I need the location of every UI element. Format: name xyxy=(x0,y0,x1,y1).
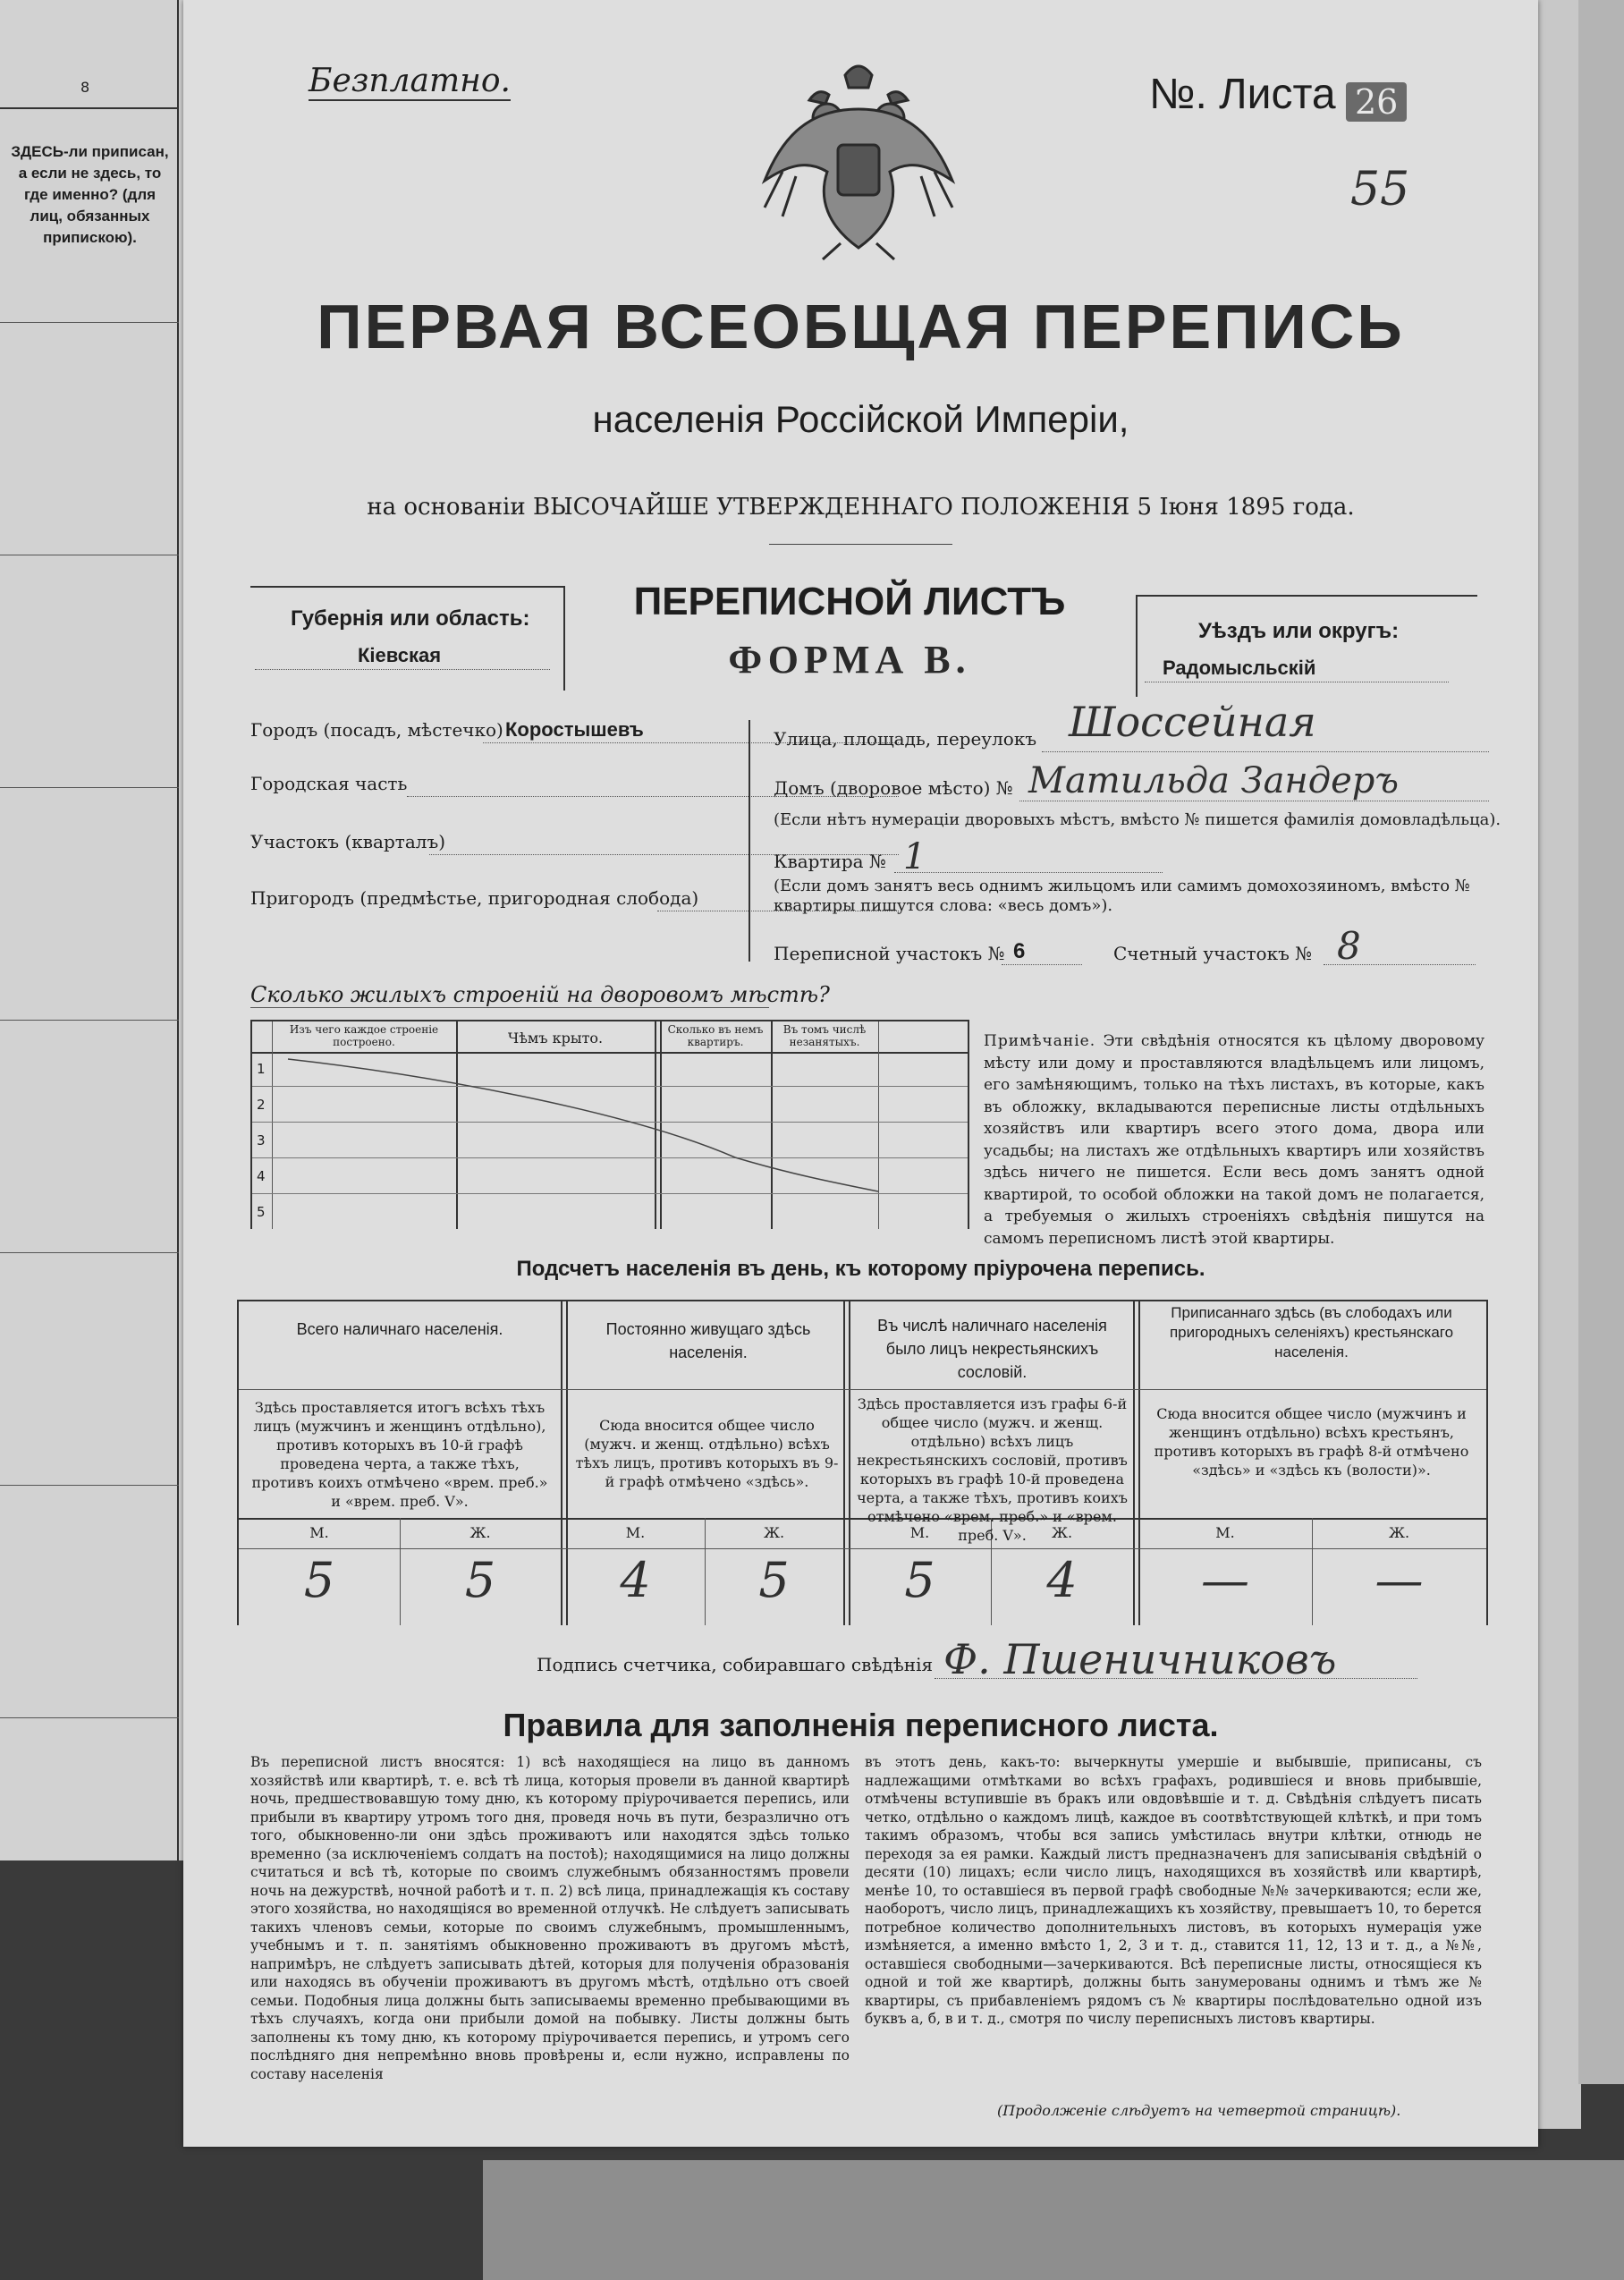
note-heading: Примѣчаніе. xyxy=(984,1032,1096,1050)
census-sheet xyxy=(183,0,1538,2147)
buildings-row-5: 5 xyxy=(257,1204,266,1220)
buildings-col2: Чѣмъ крыто. xyxy=(507,1030,604,1047)
tally-m-label-1: М. xyxy=(309,1524,329,1541)
form-title: ФОРМА В. xyxy=(728,638,971,682)
census-section-value[interactable]: 6 xyxy=(1013,939,1026,963)
tally-col2-header: Постоянно живущаго здѣсь населенія. xyxy=(605,1320,811,1361)
bottom-edge xyxy=(483,2160,1624,2280)
city-label: Городъ (посадъ, мѣстечко) xyxy=(250,719,503,741)
tally-col3-header: Въ числѣ наличнаго населенія было лицъ некрестьянскихъ сословій. xyxy=(877,1317,1107,1381)
tally-col3-desc: Здѣсь проставляется изъ графы 6-й общее число (мужч. и женщ. отдѣльно) всѣхъ лицъ некрестьянскихъ сословій, противъ которыхъ въ графѣ 10-й проведена черта, а также тѣхъ, противъ коихъ отмѣчено «врем. преб.» и «врем. преб. V». xyxy=(857,1395,1128,1544)
tally-f-label-1: Ж. xyxy=(469,1524,491,1541)
city-value[interactable]: Коростышевъ xyxy=(505,718,644,741)
tally-col2-male[interactable]: 4 xyxy=(620,1552,651,1608)
sheet-number-value: 26 xyxy=(1346,82,1407,122)
buildings-row-2: 2 xyxy=(257,1097,266,1113)
rules-title: Правила для заполненія переписного листа. xyxy=(503,1707,1219,1743)
house-note: (Если нѣтъ нумераціи дворовыхъ мѣстъ, вмѣсто № пишется фамилія домовладѣльца). xyxy=(774,810,1501,829)
buildings-row-3: 3 xyxy=(257,1132,266,1148)
buildings-table xyxy=(250,1020,969,1229)
tally-f-label-3: Ж. xyxy=(1051,1524,1073,1541)
sheet-title: ПЕРЕПИСНОЙ ЛИСТЪ xyxy=(633,580,1066,623)
uezd-value[interactable]: Радомысльскій xyxy=(1163,657,1316,679)
count-section-label: Счетный участокъ № xyxy=(1113,943,1313,964)
tally-col3-male[interactable]: 5 xyxy=(904,1552,935,1608)
archive-number: 55 xyxy=(1350,163,1410,216)
buildings-col4: Въ томъ числѣ незанятыхъ. xyxy=(782,1023,867,1048)
tally-col1-desc: Здѣсь проставляется итогъ всѣхъ тѣхъ лицъ (мужчинъ и женщинъ отдѣльно), противъ которыхъ въ 10-й графѣ проведена черта, а также тѣхъ, противъ коихъ отмѣчено «врем. преб.» и «врем. преб. V». xyxy=(251,1399,548,1510)
buildings-col3: Сколько въ немъ квартиръ. xyxy=(667,1023,764,1048)
signature-value[interactable]: Ф. Пшеничниковъ xyxy=(943,1635,1337,1683)
apartment-note: (Если домъ занятъ весь однимъ жильцомъ или самимъ домохозяиномъ, вмѣсто № квартиры пишутся слова: «весь домъ»). xyxy=(774,877,1470,915)
double-headed-eagle-emblem xyxy=(756,55,961,261)
gubernia-label: Губернія или область: xyxy=(291,606,530,631)
rules-left: Въ переписной листъ вносятся: 1) всѣ находящіеся на лицо въ данномъ хозяйствѣ или квартирѣ, т. е. всѣ тѣ лица, которыя провели въ данной квартирѣ ночь, предшествовавшую тому дню, къ которому пріурочивается перепись, или прибыли въ квартиру утромъ того дня, проведя ночь въ пути, безразлично отъ того, обыкновенно-ли они здѣсь проживаютъ или находятся здѣсь только временно (за исключеніемъ солдатъ на постоѣ); находящимися на лицо должны считаться и всѣ тѣ, которые по своимъ служебнымъ обязанностямъ провели ночь на дежурствѣ, ночной работѣ и т. п. 2) всѣ лица, принадлежащія къ составу этого хозяйства, но находящіяся во временной отлучкѣ. Не слѣдуетъ записывать такихъ членовъ семьи, которые по своимъ служебнымъ, промышленнымъ, учебнымъ и т. п. занятіямъ обыкновенно проживаютъ въ другомъ мѣстѣ, напримѣръ, не слѣдуетъ записывать дѣтей, которыя для полученія образованія или находясь въ обученіи проживаютъ въ другомъ мѣстѣ, отдѣльно отъ своей семьи. Подобныя лица должны быть записываемы временно пребывающими въ тѣхъ случаяхъ, когда они прибыли домой на побывку. Листы должны быть заполнены къ тому дню, къ которому пріурочивается перепись, и утромъ сего послѣдняго дня непремѣнно вновь провѣрены и, если нужно, исправлены по составу населенія xyxy=(250,1754,850,2082)
house-label: Домъ (дворовое мѣсто) № xyxy=(774,777,1013,799)
buildings-row-1: 1 xyxy=(257,1061,266,1077)
sheet-number-label: №. Листа xyxy=(1149,71,1336,118)
census-section-label: Переписной участокъ № xyxy=(774,943,1005,964)
left-column-number: 8 xyxy=(80,79,90,96)
buildings-row-4: 4 xyxy=(257,1168,266,1184)
page-edge-2 xyxy=(1578,0,1624,2084)
tally-col2-female[interactable]: 5 xyxy=(758,1552,790,1608)
uezd-label: Уѣздъ или округъ: xyxy=(1198,619,1400,643)
apartment-value[interactable]: 1 xyxy=(903,836,926,877)
signature-label: Подпись счетчика, собиравшаго свѣдѣнія xyxy=(537,1654,934,1675)
suburb-label: Пригородъ (предмѣстье, пригородная слобода) xyxy=(250,887,699,909)
apartment-label: Квартира № xyxy=(774,851,886,872)
left-question: ЗДЕСЬ-ли приписан, а если не здесь, то где именно? (для лиц, обязанных припискою). xyxy=(11,143,169,246)
gubernia-value[interactable]: Кіевская xyxy=(358,644,442,666)
previous-page xyxy=(0,0,188,1860)
tally-title: Подсчетъ населенія въ день, къ которому пріурочена перепись. xyxy=(516,1257,1205,1281)
tally-m-label-3: М. xyxy=(909,1524,930,1541)
tally-m-label-4: М. xyxy=(1215,1524,1235,1541)
subtitle: населенія Россійской Имперіи, xyxy=(592,398,1129,440)
tally-f-label-4: Ж. xyxy=(1388,1524,1410,1541)
street-value[interactable]: Шоссейная xyxy=(1069,698,1316,746)
tally-col1-header: Всего наличнаго населенія. xyxy=(296,1320,503,1338)
tally-col1-female[interactable]: 5 xyxy=(464,1552,496,1608)
tally-col3-female[interactable]: 4 xyxy=(1046,1552,1078,1608)
legal-basis: на основаніи ВЫСОЧАЙШЕ УТВЕРЖДЕННАГО ПОЛОЖЕНІЯ 5 Іюня 1895 года. xyxy=(367,494,1355,521)
tally-col4-male[interactable]: — xyxy=(1201,1552,1249,1608)
buildings-note xyxy=(984,1030,1484,1250)
tally-col4-header: Приписаннаго здѣсь (въ слободахъ или пригородныхъ селеніяхъ) крестьянскаго населенія. xyxy=(1169,1304,1454,1360)
tally-col4-female[interactable]: — xyxy=(1374,1552,1424,1608)
tally-col2-desc: Сюда вносится общее число (мужч. и женщ. отдѣльно) всѣхъ тѣхъ лицъ, противъ которыхъ въ 9-й графѣ отмѣчено «здѣсь». xyxy=(575,1417,839,1490)
main-title: ПЕРВАЯ ВСЕОБЩАЯ ПЕРЕПИСЬ xyxy=(317,292,1405,361)
strike-through-line xyxy=(252,1021,968,1229)
tally-col4-desc: Сюда вносится общее число (мужчинъ и женщинъ отдѣльно) всѣхъ крестьянъ, противъ которыхъ въ графѣ 8-й отмѣчено «здѣсь» и «здѣсь къ (волости)». xyxy=(1154,1405,1469,1479)
rules-continuation: (Продолженіе слѣдуетъ на четвертой страницѣ). xyxy=(997,2102,1401,2119)
note-text: Эти свѣдѣнія относятся къ цѣлому дворовому мѣсту или дому и проставляются владѣльцемъ или лицомъ, его замѣняющимъ, только на тѣхъ листахъ, въ которые, какъ въ обложку, вкладываются переписные листы отдѣльныхъ хозяйствъ или квартиръ всего этого дома, двора или усадьбы; на листахъ же отдѣльныхъ квартиръ или хозяйствъ здѣсь ничего не пишется. Если весь домъ занятъ одной квартирой, то особой обложки на такой домъ не полагается, а требуемыя о жилыхъ строеніяхъ свѣдѣнія пишутся на самомъ переписномъ листѣ этой квартиры. xyxy=(984,1032,1484,1248)
tally-m-label-2: М. xyxy=(625,1524,646,1541)
tally-table xyxy=(237,1300,1488,1625)
buildings-question: Сколько жилыхъ строеній на дворовомъ мѣстѣ? xyxy=(250,982,830,1007)
page-edge-1 xyxy=(1536,0,1581,2129)
street-label: Улица, площадь, переулокъ xyxy=(774,728,1037,750)
buildings-col1: Изъ чего каждое строеніе построено. xyxy=(289,1023,439,1048)
house-value[interactable]: Матильда Зандеръ xyxy=(1028,760,1400,801)
tally-f-label-2: Ж. xyxy=(763,1524,785,1541)
gubernia-box xyxy=(250,586,565,691)
tally-col1-male[interactable]: 5 xyxy=(303,1552,335,1608)
precinct-label: Участокъ (кварталъ) xyxy=(250,831,445,852)
free-label: Безплатно. xyxy=(309,63,511,99)
district-label: Городская часть xyxy=(250,773,408,794)
count-section-value[interactable]: 8 xyxy=(1337,924,1361,968)
rules-right: въ этотъ день, какъ-то: вычеркнуты умершіе и выбывшіе, приписаны, съ надлежащими отмѣтками во всѣхъ графахъ, родившіеся и вновь прибывшіе, отмѣчены вступившіе въ бракъ или овдовѣвшіе и т. д. Свѣдѣнія слѣдуетъ писать четко, отдѣльно о каждомъ лицѣ, каждое въ соотвѣтствующей клѣткѣ, и при томъ такимъ образомъ, чтобы вся запись умѣстилась внутри клѣтки, отнюдь не переходя за ея рамки. Каждый листъ предназначенъ для записыванія свѣдѣній о десяти (10) лицахъ; если число лицъ, находящихся въ хозяйствѣ или квартирѣ, менѣе 10, то оставшіеся въ первой графѣ свободные №№ зачеркиваются; если же, наоборотъ, число лицъ, принадлежащихъ къ хозяйству, превышаетъ 10, то берется потребное количество дополнительныхъ листовъ, въ которыхъ нумерація уже измѣняется, а именно вмѣсто 1, 2, 3 и т. д., ставится 11, 12, 13 и т. д., а №№, оставшіеся свободными—зачеркиваются. Всѣ переписные листы, относящіеся къ одной и той же квартирѣ, должны быть занумерованы однимъ и тѣмъ же № квартиры, съ прибавленіемъ рядомъ съ № квартиры послѣдовательно одной изъ буквъ а, б, в и т. д., смотря по числу переписныхъ листовъ квартиры. xyxy=(865,1754,1482,2027)
